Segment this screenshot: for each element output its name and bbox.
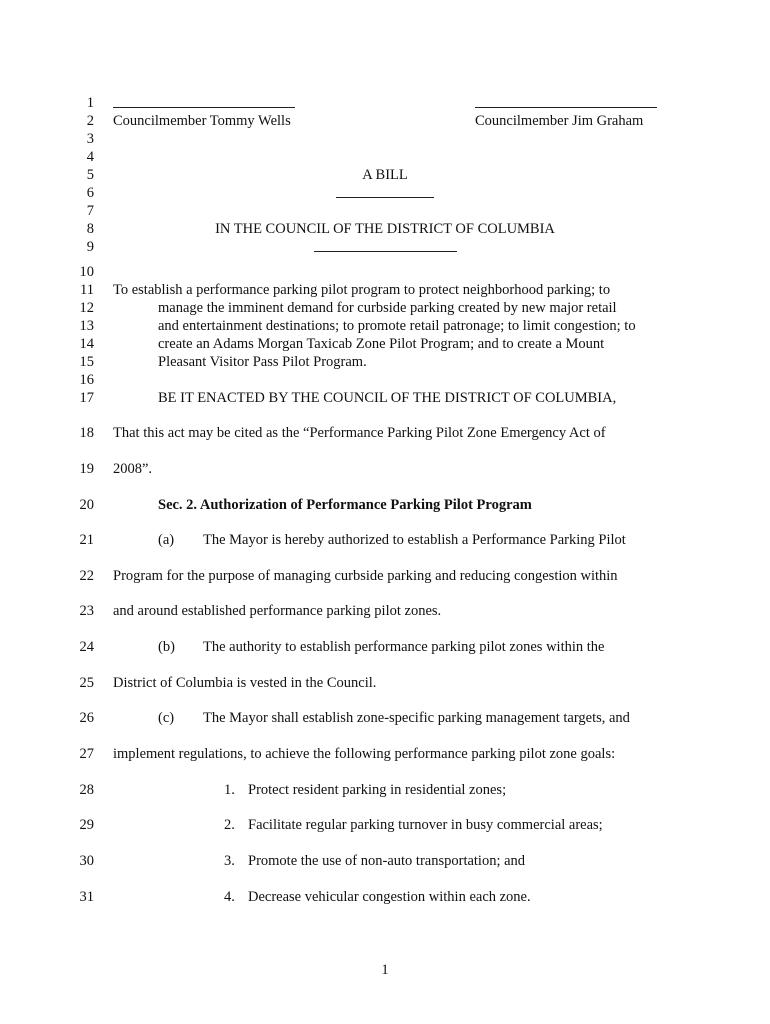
heading-rule bbox=[336, 197, 434, 198]
line-number: 31 bbox=[79, 889, 94, 905]
goal-number: 3. bbox=[224, 853, 235, 869]
section-heading: Sec. 2. Authorization of Performance Parking Pilot Program bbox=[158, 497, 532, 513]
line-number: 13 bbox=[79, 318, 94, 334]
line-number: 19 bbox=[79, 461, 94, 477]
goal-number: 2. bbox=[224, 817, 235, 833]
long-title-line: To establish a performance parking pilot program to protect neighborhood parking; to bbox=[113, 282, 611, 298]
subsection-label: (c) bbox=[158, 710, 175, 726]
line-number: 29 bbox=[79, 817, 94, 833]
line-number: 22 bbox=[79, 568, 94, 584]
signature-line-left bbox=[113, 107, 295, 108]
line-number: 30 bbox=[79, 853, 94, 869]
line-number: 2 bbox=[86, 113, 94, 129]
line-number: 7 bbox=[86, 203, 94, 219]
line-number: 18 bbox=[79, 425, 94, 441]
goal-text: Facilitate regular parking turnover in busy commercial areas; bbox=[248, 817, 603, 833]
subsection-text: The authority to establish performance parking pilot zones within the bbox=[203, 639, 605, 655]
line-number: 21 bbox=[79, 532, 94, 548]
council-heading: IN THE COUNCIL OF THE DISTRICT OF COLUMBIA bbox=[215, 221, 555, 237]
sponsor-name-left: Councilmember Tommy Wells bbox=[113, 113, 291, 129]
line-number: 5 bbox=[86, 167, 94, 183]
line-number: 1 bbox=[86, 95, 94, 111]
subsection-label: (a) bbox=[158, 532, 175, 548]
line-number: 20 bbox=[79, 497, 94, 513]
subsection-text: District of Columbia is vested in the Council. bbox=[113, 675, 377, 691]
line-number: 8 bbox=[86, 221, 94, 237]
line-number: 12 bbox=[79, 300, 94, 316]
line-number: 10 bbox=[79, 264, 94, 280]
goal-number: 1. bbox=[224, 782, 235, 798]
goal-number: 4. bbox=[224, 889, 235, 905]
line-number: 25 bbox=[79, 675, 94, 691]
council-heading-rule bbox=[314, 251, 457, 252]
line-number: 23 bbox=[79, 603, 94, 619]
line-number: 16 bbox=[79, 372, 94, 388]
line-number: 27 bbox=[79, 746, 94, 762]
line-number: 24 bbox=[79, 639, 94, 655]
goal-text: Promote the use of non-auto transportation; and bbox=[248, 853, 526, 869]
line-number: 11 bbox=[80, 282, 94, 298]
long-title-line: and entertainment destinations; to promote retail patronage; to limit congestion; to bbox=[158, 318, 636, 334]
bill-heading: A BILL bbox=[362, 167, 408, 183]
short-title-text: 2008”. bbox=[113, 461, 153, 477]
line-number: 9 bbox=[86, 239, 94, 255]
subsection-text: The Mayor is hereby authorized to establish a Performance Parking Pilot bbox=[203, 532, 626, 548]
line-number: 26 bbox=[79, 710, 94, 726]
signature-line-right bbox=[475, 107, 657, 108]
subsection-text: implement regulations, to achieve the following performance parking pilot zone goals: bbox=[113, 746, 616, 762]
line-number: 28 bbox=[79, 782, 94, 798]
subsection-text: The Mayor shall establish zone-specific parking management targets, and bbox=[203, 710, 630, 726]
line-number: 14 bbox=[79, 336, 94, 352]
goal-text: Protect resident parking in residential zones; bbox=[248, 782, 507, 798]
page-number: 1 bbox=[381, 962, 389, 978]
goal-text: Decrease vehicular congestion within each zone. bbox=[248, 889, 531, 905]
long-title-line: Pleasant Visitor Pass Pilot Program. bbox=[158, 354, 367, 370]
short-title-text: That this act may be cited as the “Performance Parking Pilot Zone Emergency Act of bbox=[113, 425, 606, 441]
subsection-label: (b) bbox=[158, 639, 175, 655]
subsection-text: and around established performance parking pilot zones. bbox=[113, 603, 442, 619]
enacting-clause: BE IT ENACTED BY THE COUNCIL OF THE DISTRICT OF COLUMBIA, bbox=[158, 390, 617, 406]
line-number: 17 bbox=[79, 390, 94, 406]
line-number: 6 bbox=[86, 185, 94, 201]
line-number: 15 bbox=[79, 354, 94, 370]
long-title-line: manage the imminent demand for curbside parking created by new major retail bbox=[158, 300, 617, 316]
line-number: 4 bbox=[86, 149, 94, 165]
line-number: 3 bbox=[86, 131, 94, 147]
long-title-line: create an Adams Morgan Taxicab Zone Pilot Program; and to create a Mount bbox=[158, 336, 605, 352]
sponsor-name-right: Councilmember Jim Graham bbox=[475, 113, 644, 129]
subsection-text: Program for the purpose of managing curbside parking and reducing congestion within bbox=[113, 568, 618, 584]
